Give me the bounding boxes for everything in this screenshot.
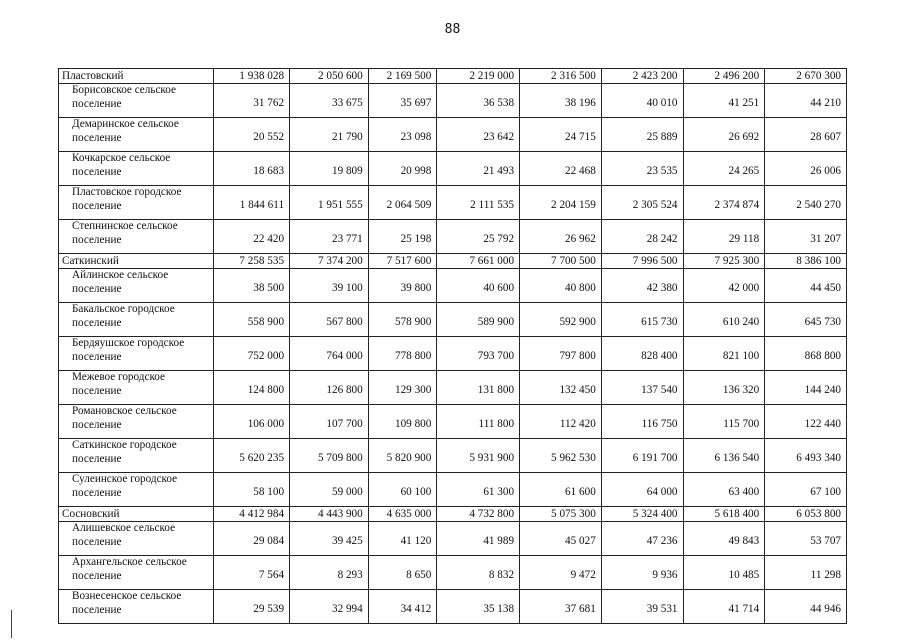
value-cell: 37 681	[520, 590, 602, 624]
value-cell: 23 098	[368, 118, 437, 152]
value-cell: 4 412 984	[214, 507, 290, 522]
value-cell: 7 661 000	[437, 254, 520, 269]
value-cell: 8 386 100	[765, 254, 847, 269]
value-cell: 39 100	[290, 269, 369, 303]
value-cell: 23 535	[601, 152, 683, 186]
settlement-name: Айлинское сельское поселение	[59, 269, 214, 303]
settlement-name: Романовское сельское поселение	[59, 405, 214, 439]
value-cell: 29 084	[214, 522, 290, 556]
settlement-row	[59, 152, 847, 186]
value-cell: 5 931 900	[437, 439, 520, 473]
settlement-name: Саткинское городское поселение	[59, 439, 214, 473]
value-cell: 61 300	[437, 473, 520, 507]
value-cell: 4 443 900	[290, 507, 369, 522]
value-cell: 41 120	[368, 522, 437, 556]
settlement-name: Демаринское сельское поселение	[59, 118, 214, 152]
settlement-row	[59, 473, 847, 507]
value-cell: 2 111 535	[437, 186, 520, 220]
value-cell: 49 843	[683, 522, 765, 556]
value-cell: 868 800	[765, 337, 847, 371]
value-cell: 645 730	[765, 303, 847, 337]
district-row	[59, 254, 847, 269]
value-cell: 132 450	[520, 371, 602, 405]
value-cell: 41 251	[683, 84, 765, 118]
settlement-name: Сулеинское городское поселение	[59, 473, 214, 507]
value-cell: 2 305 524	[601, 186, 683, 220]
district-row	[59, 507, 847, 522]
value-cell: 567 800	[290, 303, 369, 337]
value-cell: 28 242	[601, 220, 683, 254]
value-cell: 578 900	[368, 303, 437, 337]
value-cell: 2 670 300	[765, 69, 847, 84]
value-cell: 26 006	[765, 152, 847, 186]
value-cell: 144 240	[765, 371, 847, 405]
value-cell: 28 607	[765, 118, 847, 152]
value-cell: 764 000	[290, 337, 369, 371]
value-cell: 25 792	[437, 220, 520, 254]
district-name: Пластовский	[59, 69, 214, 84]
value-cell: 5 620 235	[214, 439, 290, 473]
value-cell: 1 938 028	[214, 69, 290, 84]
value-cell: 44 450	[765, 269, 847, 303]
value-cell: 558 900	[214, 303, 290, 337]
value-cell: 793 700	[437, 337, 520, 371]
value-cell: 31 207	[765, 220, 847, 254]
settlement-name: Вознесенское сельское поселение	[59, 590, 214, 624]
value-cell: 610 240	[683, 303, 765, 337]
value-cell: 67 100	[765, 473, 847, 507]
value-cell: 45 027	[520, 522, 602, 556]
value-cell: 44 946	[765, 590, 847, 624]
value-cell: 39 531	[601, 590, 683, 624]
settlement-row	[59, 220, 847, 254]
value-cell: 2 064 509	[368, 186, 437, 220]
value-cell: 6 493 340	[765, 439, 847, 473]
value-cell: 39 800	[368, 269, 437, 303]
value-cell: 2 050 600	[290, 69, 369, 84]
settlement-row	[59, 556, 847, 590]
value-cell: 25 889	[601, 118, 683, 152]
value-cell: 124 800	[214, 371, 290, 405]
district-name: Сосновский	[59, 507, 214, 522]
value-cell: 592 900	[520, 303, 602, 337]
value-cell: 21 493	[437, 152, 520, 186]
value-cell: 9 472	[520, 556, 602, 590]
value-cell: 129 300	[368, 371, 437, 405]
value-cell: 63 400	[683, 473, 765, 507]
value-cell: 10 485	[683, 556, 765, 590]
value-cell: 24 265	[683, 152, 765, 186]
value-cell: 115 700	[683, 405, 765, 439]
value-cell: 116 750	[601, 405, 683, 439]
settlement-row	[59, 337, 847, 371]
value-cell: 111 800	[437, 405, 520, 439]
value-cell: 4 732 800	[437, 507, 520, 522]
value-cell: 126 800	[290, 371, 369, 405]
settlement-row	[59, 118, 847, 152]
value-cell: 8 650	[368, 556, 437, 590]
value-cell: 2 169 500	[368, 69, 437, 84]
value-cell: 40 800	[520, 269, 602, 303]
value-cell: 828 400	[601, 337, 683, 371]
value-cell: 2 374 874	[683, 186, 765, 220]
value-cell: 131 800	[437, 371, 520, 405]
settlement-name: Межевое городское поселение	[59, 371, 214, 405]
value-cell: 5 820 900	[368, 439, 437, 473]
settlement-row	[59, 522, 847, 556]
value-cell: 5 618 400	[683, 507, 765, 522]
value-cell: 752 000	[214, 337, 290, 371]
value-cell: 47 236	[601, 522, 683, 556]
settlement-name: Бердяушское городское поселение	[59, 337, 214, 371]
value-cell: 2 496 200	[683, 69, 765, 84]
value-cell: 6 136 540	[683, 439, 765, 473]
value-cell: 6 191 700	[601, 439, 683, 473]
value-cell: 19 809	[290, 152, 369, 186]
value-cell: 122 440	[765, 405, 847, 439]
value-cell: 8 293	[290, 556, 369, 590]
settlement-name: Кочкарское сельское поселение	[59, 152, 214, 186]
settlement-name: Степнинское сельское поселение	[59, 220, 214, 254]
value-cell: 137 540	[601, 371, 683, 405]
value-cell: 7 517 600	[368, 254, 437, 269]
value-cell: 778 800	[368, 337, 437, 371]
value-cell: 29 539	[214, 590, 290, 624]
value-cell: 2 423 200	[601, 69, 683, 84]
value-cell: 29 118	[683, 220, 765, 254]
district-row	[59, 69, 847, 84]
value-cell: 26 692	[683, 118, 765, 152]
value-cell: 589 900	[437, 303, 520, 337]
value-cell: 109 800	[368, 405, 437, 439]
value-cell: 7 925 300	[683, 254, 765, 269]
value-cell: 25 198	[368, 220, 437, 254]
page-number: 88	[444, 22, 461, 37]
value-cell: 7 996 500	[601, 254, 683, 269]
value-cell: 60 100	[368, 473, 437, 507]
settlement-name: Архангельское сельское поселение	[59, 556, 214, 590]
value-cell: 7 564	[214, 556, 290, 590]
value-cell: 1 844 611	[214, 186, 290, 220]
settlement-row	[59, 186, 847, 220]
settlement-row	[59, 84, 847, 118]
value-cell: 1 951 555	[290, 186, 369, 220]
value-cell: 61 600	[520, 473, 602, 507]
value-cell: 9 936	[601, 556, 683, 590]
value-cell: 7 374 200	[290, 254, 369, 269]
value-cell: 4 635 000	[368, 507, 437, 522]
value-cell: 2 219 000	[437, 69, 520, 84]
settlement-row	[59, 269, 847, 303]
value-cell: 107 700	[290, 405, 369, 439]
value-cell: 44 210	[765, 84, 847, 118]
value-cell: 11 298	[765, 556, 847, 590]
value-cell: 64 000	[601, 473, 683, 507]
value-cell: 2 540 270	[765, 186, 847, 220]
margin-mark	[11, 610, 12, 638]
value-cell: 41 989	[437, 522, 520, 556]
value-cell: 22 468	[520, 152, 602, 186]
value-cell: 6 053 800	[765, 507, 847, 522]
value-cell: 7 258 535	[214, 254, 290, 269]
settlement-name: Пластовское городское поселение	[59, 186, 214, 220]
settlement-name: Алишевское сельское поселение	[59, 522, 214, 556]
settlement-row	[59, 405, 847, 439]
value-cell: 23 642	[437, 118, 520, 152]
value-cell: 24 715	[520, 118, 602, 152]
value-cell: 35 138	[437, 590, 520, 624]
value-cell: 18 683	[214, 152, 290, 186]
value-cell: 35 697	[368, 84, 437, 118]
value-cell: 38 196	[520, 84, 602, 118]
district-name: Саткинский	[59, 254, 214, 269]
value-cell: 5 709 800	[290, 439, 369, 473]
value-cell: 58 100	[214, 473, 290, 507]
settlement-row	[59, 303, 847, 337]
value-cell: 615 730	[601, 303, 683, 337]
value-cell: 7 700 500	[520, 254, 602, 269]
value-cell: 112 420	[520, 405, 602, 439]
settlement-row	[59, 590, 847, 624]
settlement-name: Борисовское сельское поселение	[59, 84, 214, 118]
value-cell: 136 320	[683, 371, 765, 405]
value-cell: 53 707	[765, 522, 847, 556]
value-cell: 21 790	[290, 118, 369, 152]
value-cell: 821 100	[683, 337, 765, 371]
settlement-row	[59, 439, 847, 473]
value-cell: 26 962	[520, 220, 602, 254]
value-cell: 797 800	[520, 337, 602, 371]
settlement-row	[59, 371, 847, 405]
budget-table	[58, 68, 847, 624]
value-cell: 20 998	[368, 152, 437, 186]
value-cell: 20 552	[214, 118, 290, 152]
value-cell: 5 962 530	[520, 439, 602, 473]
value-cell: 39 425	[290, 522, 369, 556]
value-cell: 41 714	[683, 590, 765, 624]
value-cell: 34 412	[368, 590, 437, 624]
value-cell: 33 675	[290, 84, 369, 118]
value-cell: 2 204 159	[520, 186, 602, 220]
value-cell: 8 832	[437, 556, 520, 590]
value-cell: 31 762	[214, 84, 290, 118]
value-cell: 40 600	[437, 269, 520, 303]
value-cell: 42 380	[601, 269, 683, 303]
value-cell: 2 316 500	[520, 69, 602, 84]
value-cell: 38 500	[214, 269, 290, 303]
settlement-name: Бакальское городское поселение	[59, 303, 214, 337]
value-cell: 5 075 300	[520, 507, 602, 522]
value-cell: 36 538	[437, 84, 520, 118]
value-cell: 22 420	[214, 220, 290, 254]
value-cell: 23 771	[290, 220, 369, 254]
value-cell: 106 000	[214, 405, 290, 439]
value-cell: 59 000	[290, 473, 369, 507]
value-cell: 32 994	[290, 590, 369, 624]
value-cell: 42 000	[683, 269, 765, 303]
value-cell: 5 324 400	[601, 507, 683, 522]
table-body	[59, 69, 847, 624]
value-cell: 40 010	[601, 84, 683, 118]
